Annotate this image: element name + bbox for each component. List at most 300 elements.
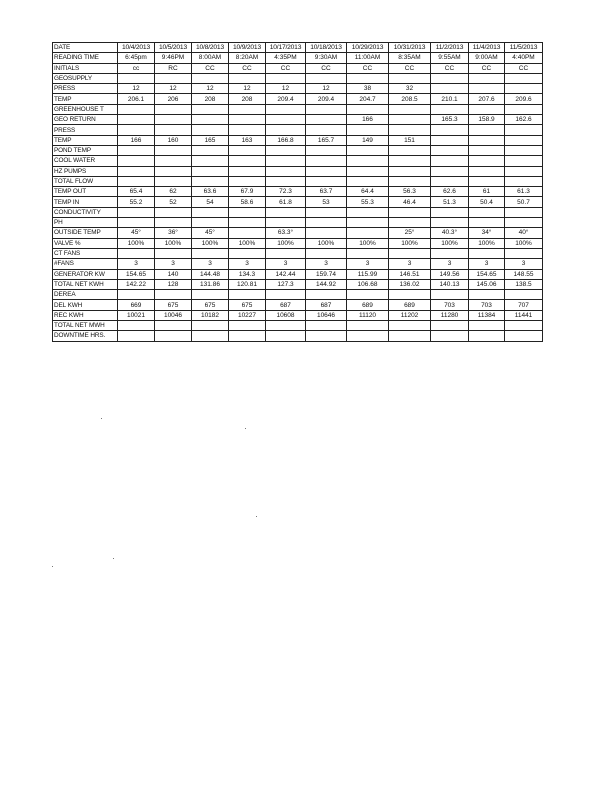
reading-cell: 10182: [192, 310, 229, 320]
reading-cell: [505, 104, 543, 114]
reading-cell: 207.6: [469, 94, 505, 104]
table-row: [53, 321, 543, 331]
reading-cell: [155, 176, 192, 186]
reading-cell: 138.5: [505, 279, 543, 289]
reading-cell: [347, 218, 389, 228]
reading-cell: 61.3: [505, 187, 543, 197]
reading-cell: 100%: [229, 238, 266, 248]
reading-cell: [229, 290, 266, 300]
reading-cell: 4:35PM: [266, 53, 306, 63]
reading-cell: 154.65: [118, 269, 155, 279]
reading-cell: 687: [306, 300, 347, 310]
row-label: READING TIME: [53, 53, 118, 63]
reading-cell: 8:00AM: [192, 53, 229, 63]
reading-cell: CC: [266, 63, 306, 73]
reading-cell: [155, 290, 192, 300]
row-label: POND TEMP: [53, 145, 118, 155]
reading-cell: 151: [389, 135, 431, 145]
reading-cell: [192, 331, 229, 341]
reading-cell: 100%: [469, 238, 505, 248]
header-row: [53, 43, 543, 53]
reading-cell: 10227: [229, 310, 266, 320]
reading-cell: [469, 248, 505, 258]
reading-cell: 32: [389, 84, 431, 94]
reading-cell: [431, 104, 469, 114]
table-row: [53, 104, 543, 114]
reading-cell: [118, 73, 155, 83]
row-label: GEOSUPPLY: [53, 73, 118, 83]
reading-cell: [389, 125, 431, 135]
reading-cell: 106.68: [347, 279, 389, 289]
reading-cell: [431, 73, 469, 83]
reading-cell: [306, 115, 347, 125]
row-label: GREENHOUSE T: [53, 104, 118, 114]
reading-cell: 100%: [431, 238, 469, 248]
row-label: DOWNTIME HRS.: [53, 331, 118, 341]
reading-cell: [118, 331, 155, 341]
reading-cell: [505, 135, 543, 145]
reading-cell: 50.7: [505, 197, 543, 207]
reading-cell: [505, 290, 543, 300]
table-row: [53, 290, 543, 300]
reading-cell: [192, 321, 229, 331]
table-row: [53, 176, 543, 186]
reading-cell: 208: [192, 94, 229, 104]
reading-cell: [469, 176, 505, 186]
reading-cell: [389, 73, 431, 83]
reading-cell: [229, 125, 266, 135]
reading-cell: [192, 115, 229, 125]
table-row: [53, 63, 543, 73]
reading-cell: [266, 125, 306, 135]
reading-cell: [306, 176, 347, 186]
reading-cell: 9:55AM: [431, 53, 469, 63]
row-label: GEO RETURN: [53, 115, 118, 125]
reading-cell: 11280: [431, 310, 469, 320]
reading-cell: 40.3°: [431, 228, 469, 238]
reading-cell: 166.8: [266, 135, 306, 145]
reading-cell: [469, 166, 505, 176]
reading-cell: 140: [155, 269, 192, 279]
reading-cell: 9:00AM: [469, 53, 505, 63]
reading-cell: [118, 115, 155, 125]
reading-cell: [229, 176, 266, 186]
reading-cell: [192, 218, 229, 228]
reading-cell: CC: [192, 63, 229, 73]
reading-cell: [431, 207, 469, 217]
reading-cell: [155, 207, 192, 217]
reading-cell: [306, 248, 347, 258]
reading-cell: 3: [155, 259, 192, 269]
table-row: [53, 145, 543, 155]
reading-cell: CC: [306, 63, 347, 73]
reading-cell: [155, 248, 192, 258]
reading-cell: 100%: [347, 238, 389, 248]
table-row: [53, 73, 543, 83]
table-row: [53, 269, 543, 279]
reading-cell: 131.86: [192, 279, 229, 289]
reading-cell: 154.65: [469, 269, 505, 279]
reading-cell: [118, 125, 155, 135]
reading-cell: 11384: [469, 310, 505, 320]
reading-cell: 51.3: [431, 197, 469, 207]
reading-cell: [505, 156, 543, 166]
reading-cell: [266, 145, 306, 155]
table-row: [53, 125, 543, 135]
row-label: CONDUCTIVITY: [53, 207, 118, 217]
reading-cell: [505, 176, 543, 186]
reading-cell: [505, 145, 543, 155]
reading-cell: 3: [192, 259, 229, 269]
table-row: [53, 115, 543, 125]
reading-cell: 115.99: [347, 269, 389, 279]
reading-cell: [306, 321, 347, 331]
reading-cell: 209.6: [505, 94, 543, 104]
reading-cell: cc: [118, 63, 155, 73]
reading-cell: [192, 145, 229, 155]
row-label: VALVE %: [53, 238, 118, 248]
reading-cell: 63.6: [192, 187, 229, 197]
reading-cell: 58.6: [229, 197, 266, 207]
reading-cell: [118, 321, 155, 331]
reading-cell: 54: [192, 197, 229, 207]
reading-cell: [155, 331, 192, 341]
reading-cell: 703: [431, 300, 469, 310]
reading-cell: 45°: [118, 228, 155, 238]
reading-cell: [266, 218, 306, 228]
reading-cell: CC: [389, 63, 431, 73]
reading-cell: [229, 207, 266, 217]
reading-cell: 34°: [469, 228, 505, 238]
date-header-cell: 11/2/2013: [431, 43, 469, 53]
row-label: INITIALS: [53, 63, 118, 73]
reading-cell: [155, 166, 192, 176]
reading-cell: 149.56: [431, 269, 469, 279]
reading-cell: 38: [347, 84, 389, 94]
reading-cell: 11:00AM: [347, 53, 389, 63]
table-row: [53, 94, 543, 104]
reading-cell: [347, 248, 389, 258]
table-row: [53, 135, 543, 145]
reading-cell: 3: [505, 259, 543, 269]
reading-cell: [266, 166, 306, 176]
reading-cell: 140.13: [431, 279, 469, 289]
table-row: [53, 84, 543, 94]
reading-cell: [155, 145, 192, 155]
reading-cell: [469, 218, 505, 228]
reading-cell: [389, 104, 431, 114]
reading-cell: 3: [469, 259, 505, 269]
reading-cell: [306, 73, 347, 83]
reading-cell: [347, 321, 389, 331]
reading-cell: [347, 104, 389, 114]
reading-cell: [505, 331, 543, 341]
reading-cell: 148.55: [505, 269, 543, 279]
reading-cell: [155, 321, 192, 331]
row-label: DEL KWH: [53, 300, 118, 310]
reading-cell: 55.2: [118, 197, 155, 207]
reading-cell: [505, 73, 543, 83]
reading-cell: [347, 125, 389, 135]
reading-cell: [431, 290, 469, 300]
reading-cell: [389, 207, 431, 217]
reading-cell: [266, 290, 306, 300]
reading-cell: [469, 207, 505, 217]
reading-cell: [431, 84, 469, 94]
reading-cell: [347, 290, 389, 300]
reading-cell: [266, 321, 306, 331]
reading-cell: 65.4: [118, 187, 155, 197]
reading-cell: 134.3: [229, 269, 266, 279]
date-header-cell: 10/31/2013: [389, 43, 431, 53]
reading-cell: [347, 145, 389, 155]
reading-cell: 62.6: [431, 187, 469, 197]
reading-cell: 204.7: [347, 94, 389, 104]
reading-cell: [431, 176, 469, 186]
date-header-cell: 11/5/2013: [505, 43, 543, 53]
reading-cell: 12: [266, 84, 306, 94]
table-row: [53, 53, 543, 63]
reading-cell: 120.81: [229, 279, 266, 289]
row-label: GENERATOR KW: [53, 269, 118, 279]
reading-cell: [192, 156, 229, 166]
row-label: OUTSIDE TEMP: [53, 228, 118, 238]
table-row: [53, 156, 543, 166]
reading-cell: [389, 218, 431, 228]
reading-cell: 25°: [389, 228, 431, 238]
reading-cell: [155, 156, 192, 166]
reading-cell: [505, 248, 543, 258]
reading-cell: 703: [469, 300, 505, 310]
reading-cell: [389, 290, 431, 300]
reading-cell: 56.3: [389, 187, 431, 197]
reading-cell: [347, 166, 389, 176]
reading-cell: [229, 115, 266, 125]
reading-cell: [469, 125, 505, 135]
reading-cell: [229, 321, 266, 331]
reading-cell: 9:30AM: [306, 53, 347, 63]
reading-cell: 100%: [155, 238, 192, 248]
reading-cell: 145.06: [469, 279, 505, 289]
reading-cell: 689: [389, 300, 431, 310]
table-row: [53, 238, 543, 248]
reading-cell: [347, 176, 389, 186]
reading-cell: [155, 104, 192, 114]
row-label: REC KWH: [53, 310, 118, 320]
reading-cell: [389, 166, 431, 176]
reading-cell: 669: [118, 300, 155, 310]
reading-cell: [389, 176, 431, 186]
reading-cell: [306, 125, 347, 135]
reading-cell: CC: [229, 63, 266, 73]
reading-cell: [306, 145, 347, 155]
reading-cell: 10608: [266, 310, 306, 320]
table-row: [53, 310, 543, 320]
table-row: [53, 166, 543, 176]
reading-cell: 3: [229, 259, 266, 269]
reading-cell: 3: [389, 259, 431, 269]
reading-cell: 6:45pm: [118, 53, 155, 63]
reading-cell: 62: [155, 187, 192, 197]
reading-cell: 10646: [306, 310, 347, 320]
row-label: TEMP: [53, 135, 118, 145]
reading-cell: 689: [347, 300, 389, 310]
reading-cell: [431, 331, 469, 341]
reading-cell: 61: [469, 187, 505, 197]
reading-cell: [306, 228, 347, 238]
table-row: [53, 259, 543, 269]
reading-cell: [266, 115, 306, 125]
reading-cell: 209.4: [306, 94, 347, 104]
reading-cell: [306, 290, 347, 300]
reading-cell: CC: [505, 63, 543, 73]
reading-cell: [118, 290, 155, 300]
row-label: TOTAL FLOW: [53, 176, 118, 186]
reading-cell: 210.1: [431, 94, 469, 104]
reading-cell: [431, 248, 469, 258]
reading-cell: 144.92: [306, 279, 347, 289]
reading-cell: 8:35AM: [389, 53, 431, 63]
reading-cell: 3: [118, 259, 155, 269]
row-label: DATE: [53, 43, 118, 53]
reading-cell: 209.4: [266, 94, 306, 104]
reading-cell: 165.7: [306, 135, 347, 145]
reading-cell: [266, 73, 306, 83]
row-label: PRESS: [53, 84, 118, 94]
reading-cell: 3: [347, 259, 389, 269]
reading-cell: [306, 104, 347, 114]
row-label: PRESS: [53, 125, 118, 135]
reading-cell: 36°: [155, 228, 192, 238]
reading-cell: [505, 125, 543, 135]
reading-cell: 11202: [389, 310, 431, 320]
reading-cell: 687: [266, 300, 306, 310]
reading-cell: 63.3°: [266, 228, 306, 238]
reading-cell: 707: [505, 300, 543, 310]
date-header-cell: 10/29/2013: [347, 43, 389, 53]
reading-cell: [229, 248, 266, 258]
reading-cell: [347, 331, 389, 341]
reading-cell: 206.1: [118, 94, 155, 104]
reading-cell: 53: [306, 197, 347, 207]
reading-cell: 100%: [306, 238, 347, 248]
plant-reading-log: [52, 42, 543, 342]
reading-cell: [306, 207, 347, 217]
reading-cell: [306, 218, 347, 228]
reading-cell: [469, 290, 505, 300]
reading-cell: [229, 228, 266, 238]
reading-cell: [431, 125, 469, 135]
reading-cell: 675: [155, 300, 192, 310]
reading-cell: [266, 207, 306, 217]
reading-cell: 12: [118, 84, 155, 94]
reading-cell: [155, 73, 192, 83]
reading-cell: 46.4: [389, 197, 431, 207]
reading-cell: [347, 156, 389, 166]
row-label: #FANS: [53, 259, 118, 269]
reading-cell: 165: [192, 135, 229, 145]
reading-cell: [347, 73, 389, 83]
reading-cell: 10046: [155, 310, 192, 320]
row-label: PH: [53, 218, 118, 228]
reading-cell: [431, 156, 469, 166]
row-label: TEMP OUT: [53, 187, 118, 197]
reading-cell: 12: [229, 84, 266, 94]
reading-cell: [431, 218, 469, 228]
reading-cell: 146.51: [389, 269, 431, 279]
reading-cell: [192, 176, 229, 186]
date-header-cell: 10/9/2013: [229, 43, 266, 53]
reading-cell: [306, 156, 347, 166]
reading-cell: [229, 145, 266, 155]
reading-cell: 8:20AM: [229, 53, 266, 63]
reading-cell: 40°: [505, 228, 543, 238]
reading-cell: [192, 207, 229, 217]
reading-cell: 166: [118, 135, 155, 145]
reading-cell: CC: [431, 63, 469, 73]
reading-cell: 675: [229, 300, 266, 310]
reading-cell: [266, 156, 306, 166]
reading-cell: [229, 104, 266, 114]
reading-cell: 45°: [192, 228, 229, 238]
date-header-cell: 11/4/2013: [469, 43, 505, 53]
reading-cell: 149: [347, 135, 389, 145]
row-label: HZ PUMPS: [53, 166, 118, 176]
table-row: [53, 228, 543, 238]
reading-cell: [118, 166, 155, 176]
reading-cell: 142.44: [266, 269, 306, 279]
reading-cell: 61.8: [266, 197, 306, 207]
reading-cell: 100%: [266, 238, 306, 248]
reading-cell: 158.9: [469, 115, 505, 125]
reading-cell: 63.7: [306, 187, 347, 197]
reading-cell: 67.9: [229, 187, 266, 197]
reading-cell: [469, 135, 505, 145]
reading-cell: [192, 290, 229, 300]
table-row: [53, 279, 543, 289]
reading-cell: [347, 207, 389, 217]
reading-cell: [469, 156, 505, 166]
date-header-cell: 10/5/2013: [155, 43, 192, 53]
reading-cell: 3: [266, 259, 306, 269]
table-row: [53, 300, 543, 310]
reading-cell: [155, 218, 192, 228]
reading-cell: [118, 207, 155, 217]
reading-cell: 100%: [389, 238, 431, 248]
reading-cell: [155, 125, 192, 135]
reading-cell: [229, 156, 266, 166]
reading-cell: [389, 145, 431, 155]
reading-cell: [389, 321, 431, 331]
reading-cell: [389, 156, 431, 166]
reading-cell: 166: [347, 115, 389, 125]
reading-cell: [431, 166, 469, 176]
reading-cell: 127.3: [266, 279, 306, 289]
reading-cell: [431, 135, 469, 145]
reading-cell: 10021: [118, 310, 155, 320]
reading-cell: [306, 166, 347, 176]
reading-cell: [306, 331, 347, 341]
date-header-cell: 10/8/2013: [192, 43, 229, 53]
reading-cell: [389, 331, 431, 341]
reading-cell: [505, 84, 543, 94]
reading-cell: 64.4: [347, 187, 389, 197]
reading-cell: [469, 73, 505, 83]
reading-cell: [118, 176, 155, 186]
reading-cell: 11441: [505, 310, 543, 320]
reading-cell: 162.6: [505, 115, 543, 125]
reading-cell: 4:40PM: [505, 53, 543, 63]
